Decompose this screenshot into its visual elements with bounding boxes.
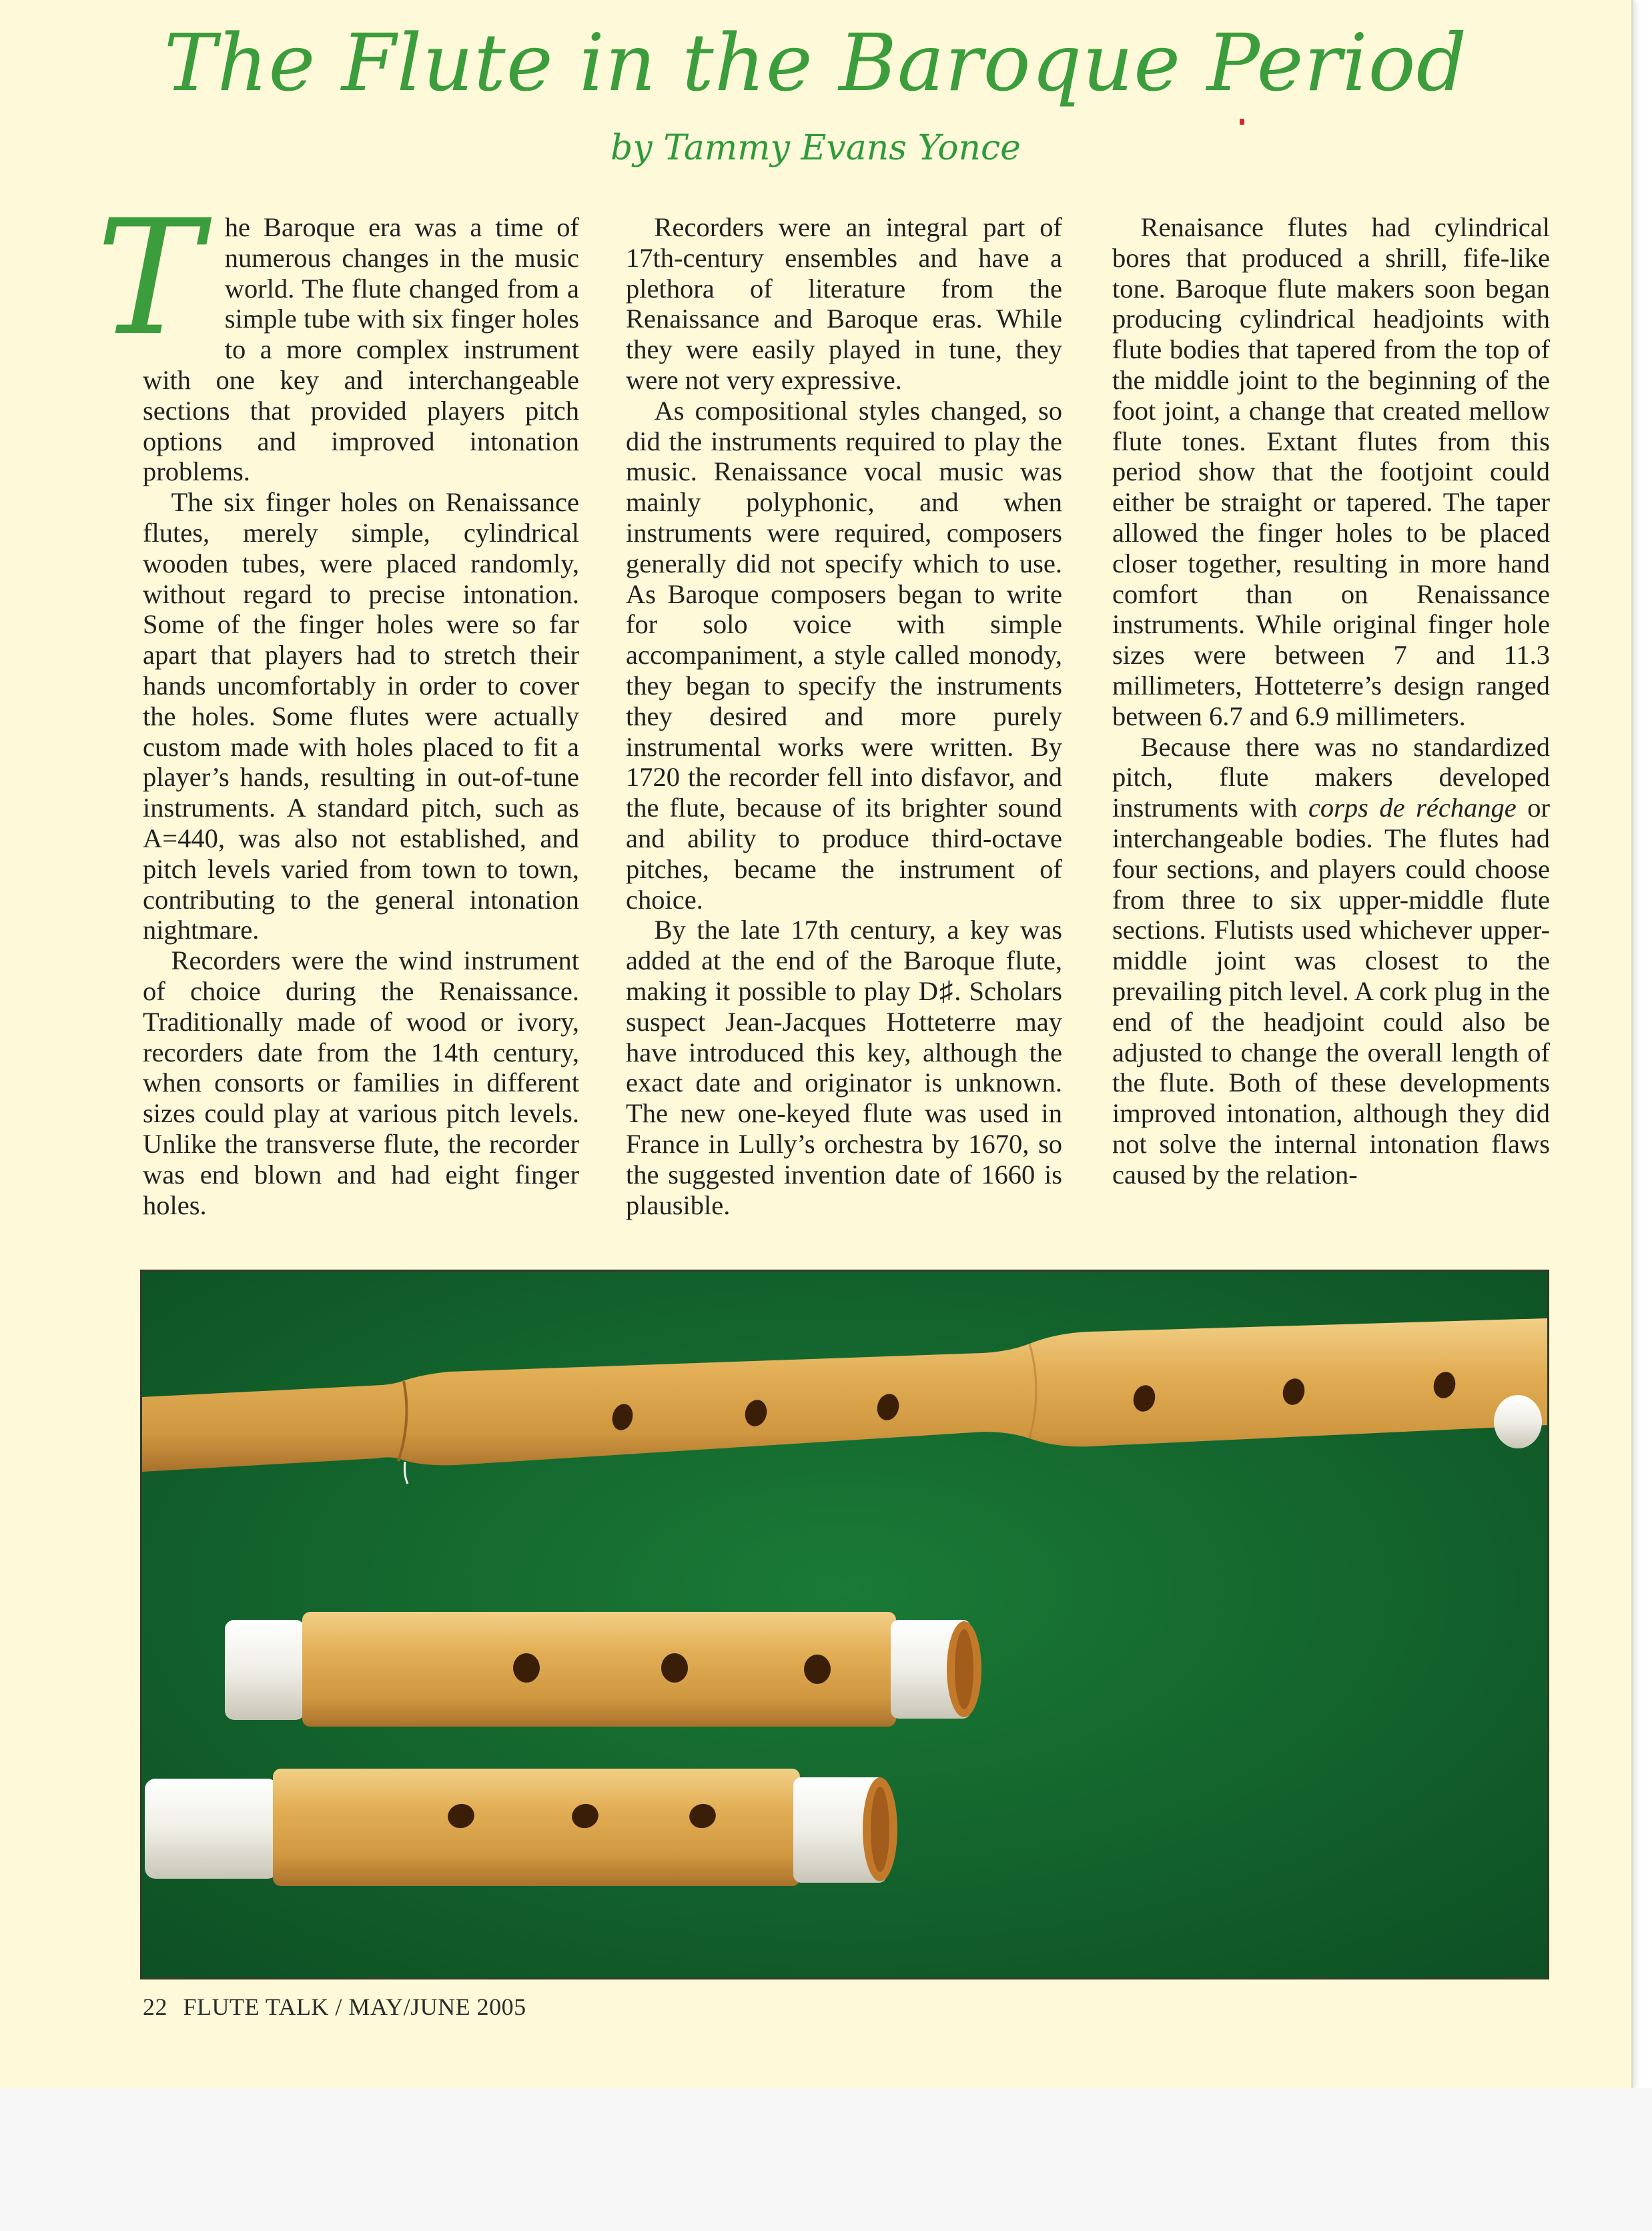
paragraph: The six finger holes on Renaissance flutes, merely simple, cylindrical wooden tubes, were placed randomly, without regard to precise intonation. Some of the finger holes were so far apart that players had to stretch their hands uncomfortably in order to cover the holes. Some flutes were actually custom made with holes placed to fit a player’s hands, resulting in out-of-tune instruments. A standard pitch, such as A=440, was also not established, and pitch levels varied from town to town, contributing to the general intonation nightmare. [143,487,579,945]
italic-term: corps de réchange [1308,793,1517,823]
paragraph [96,186,579,487]
flute-photo-drawing [142,1272,1547,1977]
page-number: 22 [143,1993,167,2020]
scan-margin [0,2088,1652,2231]
paragraph: Recorders were an integral part of 17th-century ensembles and have a plethora of literature from the Renaissance and Baroque eras. While they were easily played in tune, they were not very expressive. [626,212,1062,395]
article-title: The Flute in the Baroque Period [163,17,1468,109]
print-mark [1240,119,1244,125]
baroque-flute-sections-photo [140,1270,1549,1979]
lower-middle-joint [145,1769,897,1886]
text-column-3 [1112,212,1550,1190]
page-footer [143,1993,526,2021]
paragraph-text: or interchangeable bodies. The flutes had four sections, and players could choose from three to six upper-middle flute sections. Flutists used whichever upper-middle joint was closest to the prevailing pitch level. A cork plug in the end of the headjoint could also be adjusted to change the overall length of the flute. Both of these developments improved intonation, although they did not solve the internal intonation flaws caused by the relation- [1112,793,1550,1190]
paragraph: Renaisance flutes had cylindrical bores that produced a shrill, fife-like tone. Baroque flute makers soon began producing cylindrical headjoints with flute bodies that tapered from the top of the middle joint to the beginning of the foot joint, a change that created mellow flute tones. Extant flutes from this period show that the footjoint could either be straight or tapered. The taper allowed the finger holes to be placed closer together, resulting in more hand comfort than on Renaissance instruments. While original finger hole sizes were between 7 and 11.3 millimeters, Hotteterre’s design ranged between 6.7 and 6.9 millimeters. [1112,212,1550,731]
paragraph-text: Because there was no standardized pitch, flute makers developed instruments with [1112,731,1550,823]
paragraph: By the late 17th century, a key was added at the end of the Baroque flute, making it possible to play D♯. Scholars suspect Jean-Jacques Hotteterre may have introduced this key, although the exact date and originator is unknown. The new one-keyed flute was used in France in Lully’s orchestra by 1670, so the suggested invention date of 1660 is plausible. [626,915,1062,1220]
text-column-2 [626,212,1062,1220]
paragraph [1112,732,1550,1190]
publication-info: FLUTE TALK / MAY/JUNE 2005 [183,1993,526,2020]
upper-middle-joint [225,1612,981,1727]
paragraph-text: he Baroque era was a time of numerous changes in the music world. The flute changed from a simple tube with six finger holes to a more complex instrument with one key and interchangeable sections that provided players pitch options and improved intonation problems. [143,212,579,487]
article-byline: by Tammy Evans Yonce [610,128,1021,168]
drop-cap: T [96,186,202,371]
text-column-1 [96,186,579,1220]
paragraph: As compositional styles changed, so did the instruments required to play the music. Renaissance vocal music was mainly polyphonic, and when instruments were required, composers generally did not specify which to use. As Baroque composers began to write for solo voice with simple accompaniment, a style called monody, they began to specify the instruments they desired and more purely instrumental works were written. By 1720 the recorder fell into disfavor, and the flute, because of its brighter sound and ability to produce third-octave pitches, became the instrument of choice. [626,395,1062,915]
paragraph: Recorders were the wind instrument of choice during the Renaissance. Traditionally made of wood or ivory, recorders date from the 14th century, when consorts or families in different sizes could play at various pitch levels. Unlike the transverse flute, the recorder was end blown and had eight finger holes. [143,945,579,1220]
